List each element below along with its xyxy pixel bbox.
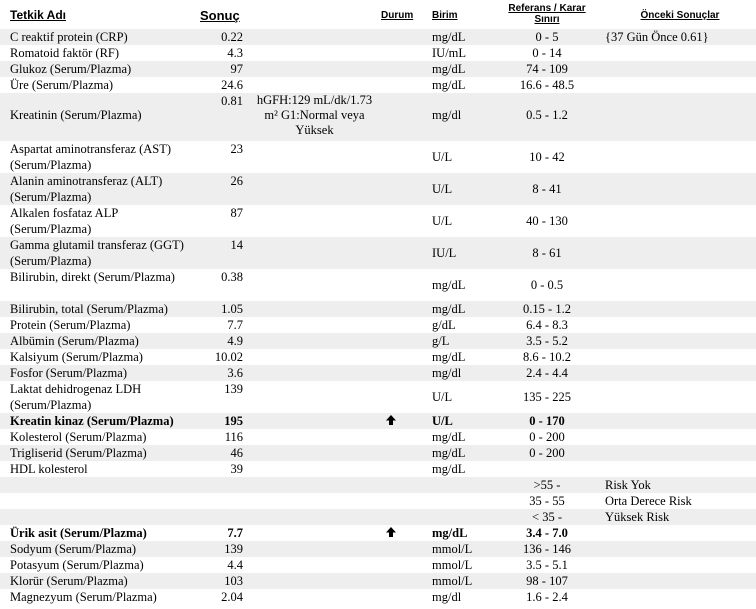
test-name: Bilirubin, direkt (Serum/Plazma) (10, 270, 175, 284)
test-name: C reaktif protein (CRP) (10, 30, 128, 44)
test-reference-range: 135 - 225 (523, 390, 571, 404)
test-result: 23 (230, 142, 243, 156)
test-unit: mmol/L (432, 574, 473, 588)
test-reference-range: 0.5 - 1.2 (526, 108, 568, 122)
table-row (0, 317, 756, 333)
test-unit: mg/dL (432, 62, 466, 76)
test-reference-range: 16.6 - 48.5 (519, 78, 575, 92)
test-unit: mg/dL (432, 462, 466, 476)
test-result: 24.6 (221, 78, 243, 92)
test-name: Alkalen fosfataz ALP (Serum/Plazma) (10, 206, 118, 236)
table-row (0, 477, 756, 493)
test-reference-range: 6.4 - 8.3 (526, 318, 568, 332)
arrow-up-icon (386, 527, 396, 537)
test-unit: mg/dL (432, 526, 468, 540)
table-row (0, 349, 756, 365)
table-row (0, 509, 756, 525)
test-unit: mg/dl (432, 366, 462, 380)
test-unit: mg/dl (432, 108, 462, 122)
test-result: 1.05 (221, 302, 243, 316)
test-result: 97 (230, 62, 243, 76)
table-row (0, 381, 756, 413)
status-cell (383, 525, 399, 541)
header-reference: Referans / Karar Sınırı (508, 3, 586, 25)
header-test-name: Tetkik Adı (10, 8, 67, 22)
test-reference-range: 1.6 - 2.4 (526, 590, 568, 604)
table-row (0, 205, 756, 237)
test-result: 4.9 (227, 334, 243, 348)
test-reference-range: 0 - 200 (529, 430, 565, 444)
test-name: Kalsiyum (Serum/Plazma) (10, 350, 143, 364)
test-unit: mg/dL (432, 278, 466, 292)
table-row (0, 173, 756, 205)
test-result: 7.7 (227, 526, 243, 540)
test-reference-range: < 35 - (532, 510, 562, 524)
test-result: 2.04 (221, 590, 243, 604)
test-result: 139 (224, 382, 243, 396)
table-row (0, 413, 756, 429)
test-reference-range: 74 - 109 (526, 62, 568, 76)
table-row (0, 573, 756, 589)
test-reference-range: 10 - 42 (529, 150, 565, 164)
table-row (0, 61, 756, 77)
table-row (0, 589, 756, 605)
table-row (0, 429, 756, 445)
test-result: 26 (230, 174, 243, 188)
test-name: Kolesterol (Serum/Plazma) (10, 430, 147, 444)
test-result: 3.6 (227, 366, 243, 380)
test-unit: U/L (432, 150, 453, 164)
test-reference-range: 0 - 5 (535, 30, 559, 44)
test-name: Glukoz (Serum/Plazma) (10, 62, 132, 76)
arrow-up-icon (386, 415, 396, 425)
test-reference-range: 35 - 55 (529, 494, 565, 508)
test-previous-result: Yüksek Risk (605, 510, 670, 524)
test-reference-range: 0.15 - 1.2 (523, 302, 571, 316)
test-name: Trigliserid (Serum/Plazma) (10, 446, 147, 460)
test-reference-range: 0 - 200 (529, 446, 565, 460)
test-unit: IU/mL (432, 46, 467, 60)
test-unit: mg/dl (432, 590, 462, 604)
test-result: 14 (230, 238, 243, 252)
test-name: Alanin aminotransferaz (ALT) (Serum/Plazma) (10, 174, 163, 204)
test-name: Kreatinin (Serum/Plazma) (10, 108, 142, 122)
results-table (0, 29, 756, 605)
test-reference-range: 8.6 - 10.2 (523, 350, 571, 364)
test-result: 39 (230, 462, 243, 476)
table-row (0, 29, 756, 45)
test-name: Laktat dehidrogenaz LDH (Serum/Plazma) (10, 382, 142, 412)
table-row (0, 333, 756, 349)
test-unit: mg/dL (432, 302, 466, 316)
test-reference-range: 8 - 41 (532, 182, 562, 196)
test-previous-result: Orta Derece Risk (605, 494, 692, 508)
table-row (0, 525, 756, 541)
test-unit: mg/dL (432, 430, 466, 444)
test-unit: IU/L (432, 246, 457, 260)
test-name: Romatoid faktör (RF) (10, 46, 120, 60)
test-name: Albümin (Serum/Plazma) (10, 334, 139, 348)
table-row (0, 93, 756, 141)
test-reference-range: 3.5 - 5.1 (526, 558, 568, 572)
test-previous-result: {37 Gün Önce 0.61} (605, 30, 709, 44)
test-result: 195 (224, 414, 243, 428)
header-unit: Birim (432, 10, 458, 21)
test-name: Magnezyum (Serum/Plazma) (10, 590, 157, 604)
table-row (0, 541, 756, 557)
test-result: 116 (224, 430, 243, 444)
test-result: 87 (230, 206, 243, 220)
test-name: Ürik asit (Serum/Plazma) (10, 526, 147, 540)
test-unit: g/L (432, 334, 450, 348)
test-name: Bilirubin, total (Serum/Plazma) (10, 302, 168, 316)
test-name: Potasyum (Serum/Plazma) (10, 558, 144, 572)
table-row (0, 557, 756, 573)
table-row (0, 461, 756, 477)
test-unit: U/L (432, 414, 453, 428)
table-row (0, 237, 756, 269)
test-result: 0.22 (221, 30, 243, 44)
header-previous-results: Önceki Sonuçlar (640, 10, 720, 21)
test-reference-range: 0 - 0.5 (530, 278, 564, 292)
test-result: 46 (230, 446, 243, 460)
test-name: Klorür (Serum/Plazma) (10, 574, 128, 588)
test-unit: mg/dL (432, 446, 466, 460)
test-reference-range: 98 - 107 (526, 574, 568, 588)
test-result: 139 (224, 542, 243, 556)
test-result: 4.4 (227, 558, 243, 572)
table-row (0, 77, 756, 93)
test-note: hGFH:129 mL/dk/1.73 m² G1:Normal veya Yüksek (256, 93, 373, 137)
table-row (0, 141, 756, 173)
test-reference-range: 3.5 - 5.2 (526, 334, 568, 348)
test-reference-range: 2.4 - 4.4 (526, 366, 568, 380)
header-result: Sonuç (200, 8, 240, 23)
test-reference-range: 0 - 170 (529, 414, 565, 428)
test-result: 10.02 (214, 350, 243, 364)
test-reference-range: 40 - 130 (526, 214, 568, 228)
test-unit: mg/dL (432, 30, 466, 44)
test-name: HDL kolesterol (10, 462, 88, 476)
test-result: 103 (224, 574, 243, 588)
test-reference-range: 3.4 - 7.0 (526, 526, 568, 540)
test-result: 4.3 (227, 46, 243, 60)
table-row (0, 301, 756, 317)
test-name: Aspartat aminotransferaz (AST) (Serum/Plazma) (10, 142, 172, 172)
table-row (0, 445, 756, 461)
test-name: Fosfor (Serum/Plazma) (10, 366, 127, 380)
test-reference-range: >55 - (533, 478, 561, 492)
test-result: 0.38 (221, 270, 243, 284)
test-unit: U/L (432, 390, 453, 404)
test-unit: g/dL (432, 318, 456, 332)
test-unit: mmol/L (432, 542, 473, 556)
test-name: Sodyum (Serum/Plazma) (10, 542, 137, 556)
test-reference-range: 8 - 61 (532, 246, 562, 260)
test-reference-range: 136 - 146 (523, 542, 571, 556)
test-name: Gamma glutamil transferaz (GGT) (Serum/Plazma) (10, 238, 184, 268)
test-unit: mmol/L (432, 558, 473, 572)
table-row (0, 269, 756, 301)
test-unit: mg/dL (432, 78, 466, 92)
test-name: Kreatin kinaz (Serum/Plazma) (10, 414, 174, 428)
table-row (0, 365, 756, 381)
test-previous-result: Risk Yok (605, 478, 651, 492)
table-row (0, 45, 756, 61)
test-unit: mg/dL (432, 350, 466, 364)
test-unit: U/L (432, 214, 453, 228)
test-result: 0.81 (221, 94, 243, 108)
test-name: Protein (Serum/Plazma) (10, 318, 131, 332)
table-row (0, 493, 756, 509)
header-status: Durum (381, 10, 414, 21)
test-result: 7.7 (227, 318, 243, 332)
test-unit: U/L (432, 182, 453, 196)
test-name: Üre (Serum/Plazma) (10, 78, 114, 92)
status-cell (383, 413, 399, 429)
test-reference-range: 0 - 14 (532, 46, 562, 60)
